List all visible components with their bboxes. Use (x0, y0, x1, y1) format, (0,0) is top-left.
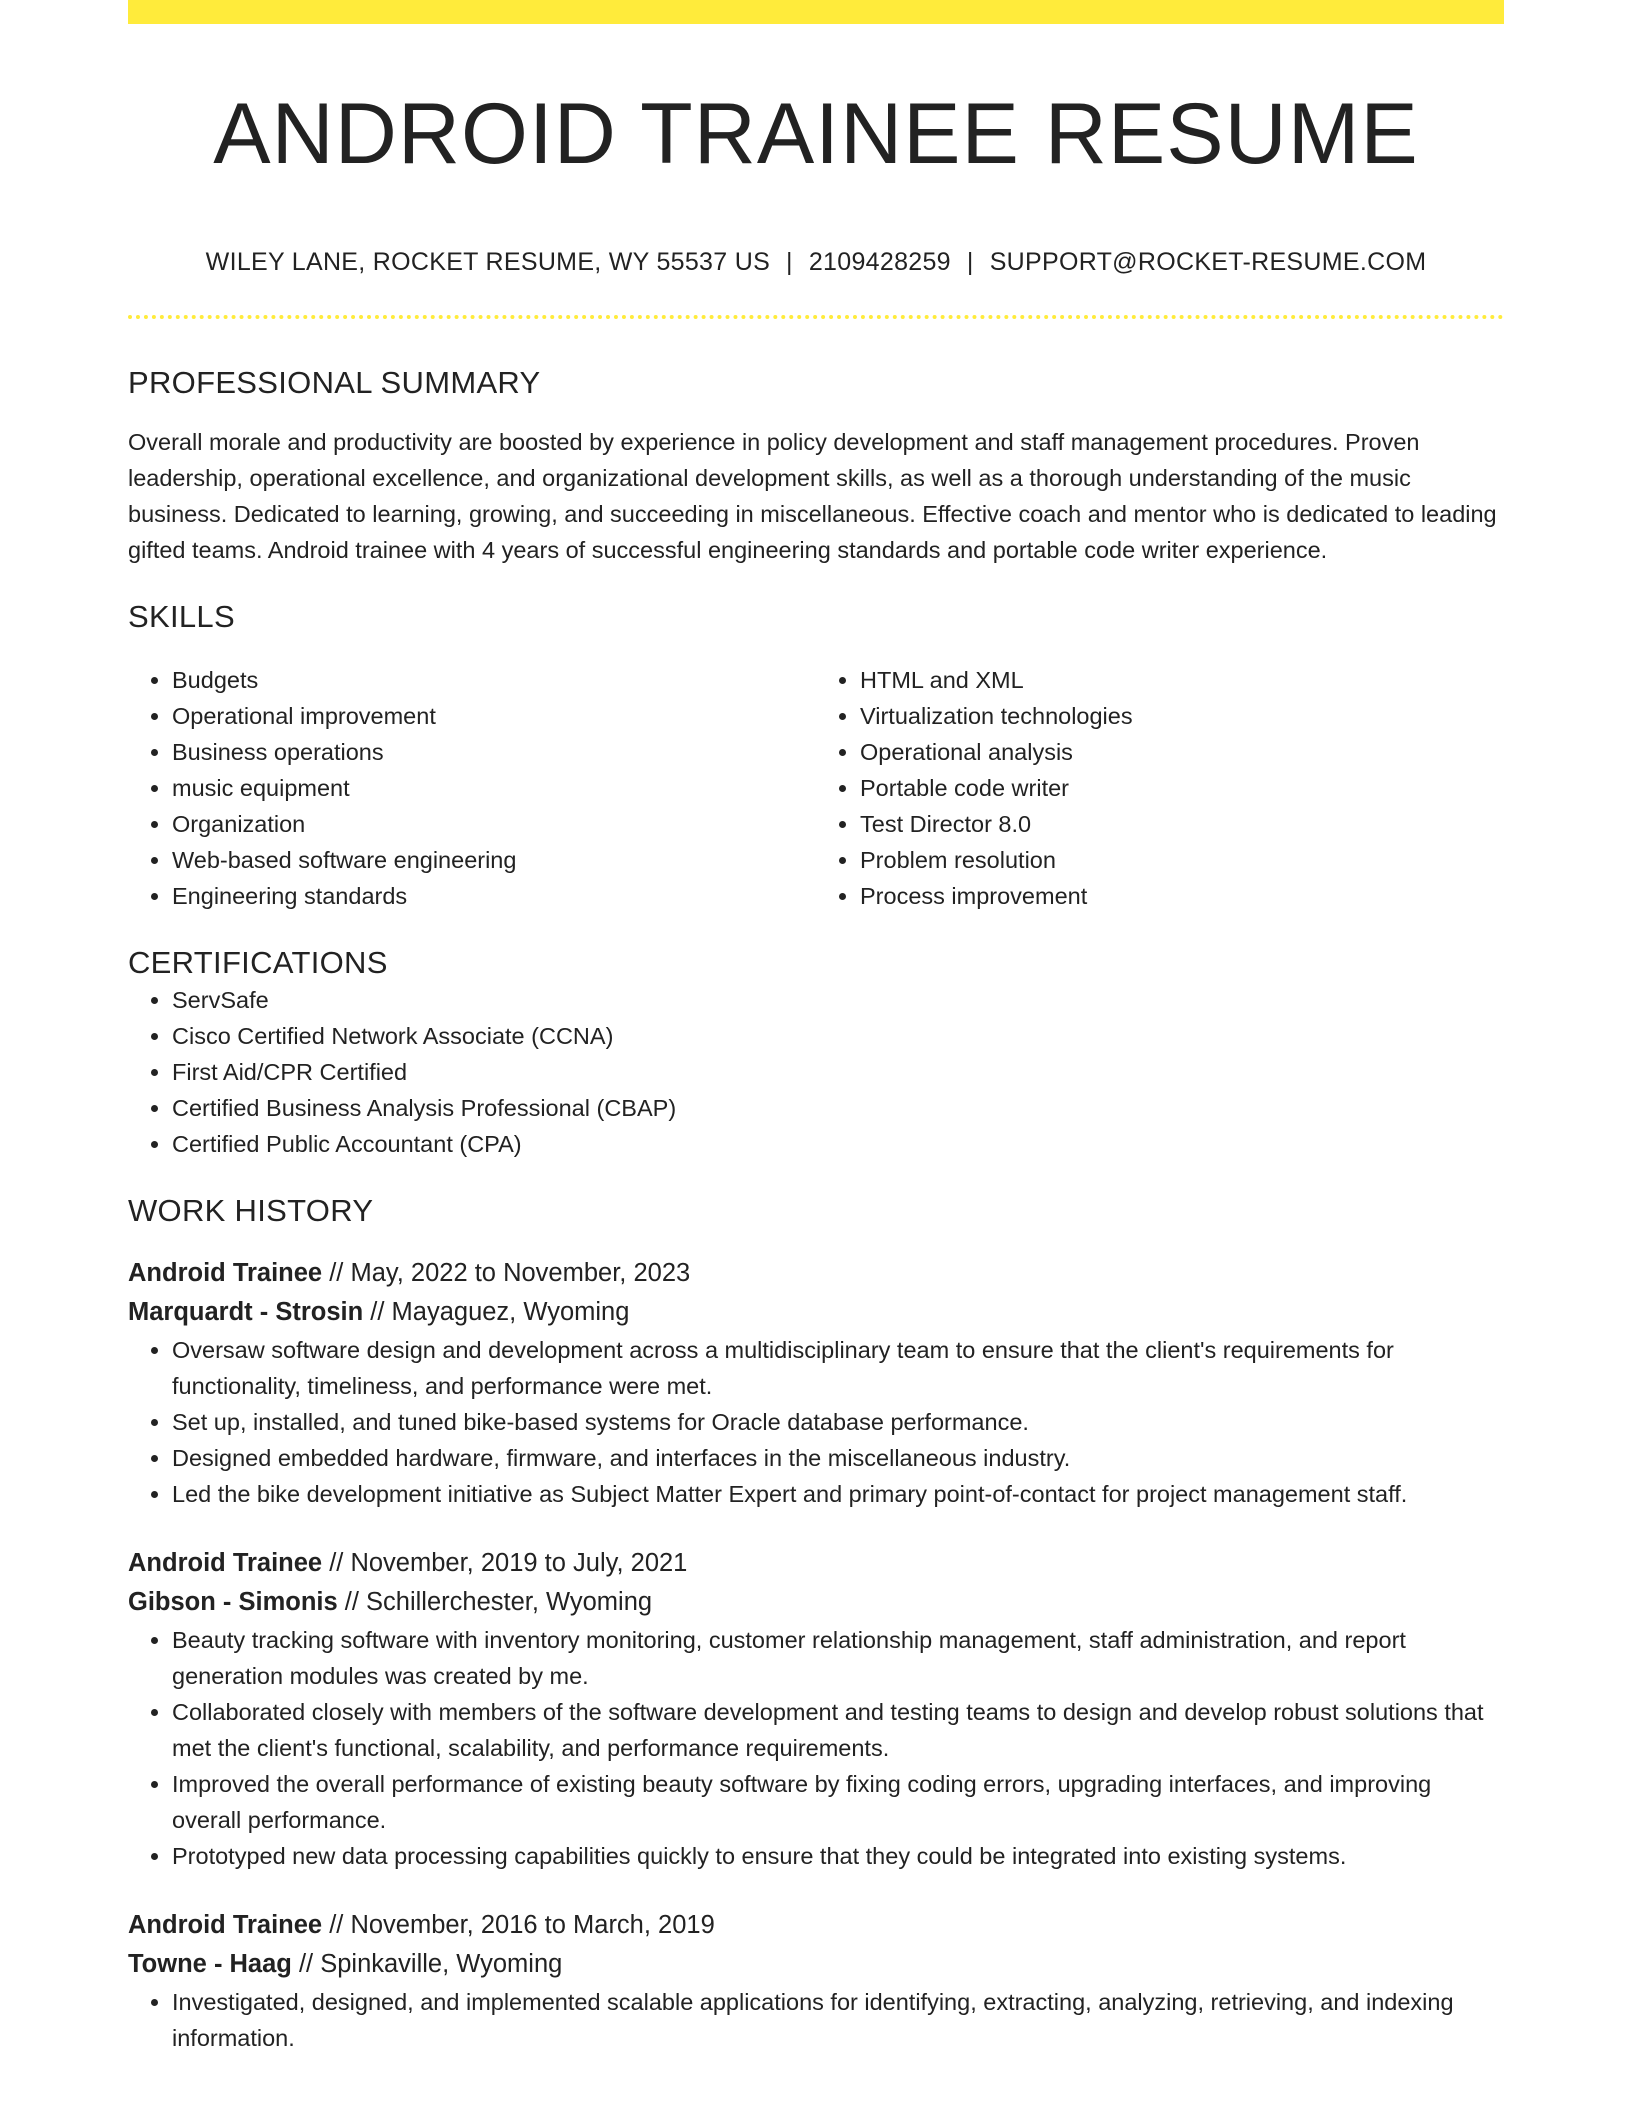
skill-item: • Operational analysis (860, 734, 1504, 770)
contact-phone: 2109428259 (808, 248, 951, 276)
skill-item: • Engineering standards (172, 878, 816, 914)
job-duty: • Investigated, designed, and implemented scalable applications for identifying, extracting, analyzing, retrieving, and indexing information. (172, 1984, 1504, 2056)
skill-item: • Problem resolution (860, 842, 1504, 878)
contact-line (128, 246, 1504, 278)
job-duty: • Improved the overall performance of existing beauty software by fixing coding errors, upgrading interfaces, and improving overall performance. (172, 1766, 1504, 1838)
certification-item: • First Aid/CPR Certified (172, 1054, 1504, 1090)
job-company: Marquardt - Strosin (128, 1298, 364, 1326)
work-history-heading: WORK HISTORY (128, 1193, 374, 1228)
job-company-line (128, 1583, 1504, 1622)
job-entry (128, 1254, 1504, 1512)
contact-separator: | (786, 248, 793, 276)
job-title-line (128, 1254, 1504, 1293)
job-duty: • Set up, installed, and tuned bike-based systems for Oracle database performance. (172, 1404, 1504, 1440)
contact-email: SUPPORT@ROCKET-RESUME.COM (989, 248, 1427, 276)
skill-item: • Web-based software engineering (172, 842, 816, 878)
job-duty: • Designed embedded hardware, firmware, and interfaces in the miscellaneous industry. (172, 1440, 1504, 1476)
skills-column-left (128, 662, 816, 914)
skill-item: • Budgets (172, 662, 816, 698)
summary-text: Overall morale and productivity are boosted by experience in policy development and staff management procedures. Proven leadership, operational excellence, and organizational development skills, as well as a thorough understanding of the music business. Dedicated to learning, growing, and succeeding in miscellaneous. Effective coach and mentor who is dedicated to leading gifted teams. Android trainee with 4 years of successful engineering standards and portable code writer experience. (128, 429, 1497, 563)
job-duty: • Beauty tracking software with inventory monitoring, customer relationship management, staff administration, and report generation modules was created by me. (172, 1622, 1504, 1694)
certifications-list (128, 982, 1504, 1162)
certifications-heading: CERTIFICATIONS (128, 945, 388, 980)
job-duties (128, 1984, 1504, 2056)
skill-item: • Business operations (172, 734, 816, 770)
job-title: Android Trainee (128, 1549, 323, 1577)
dotted-divider (128, 315, 1504, 319)
job-duties (128, 1332, 1504, 1512)
skill-item: • Virtualization technologies (860, 698, 1504, 734)
skill-item: • HTML and XML (860, 662, 1504, 698)
certification-item: • Cisco Certified Network Associate (CCNA) (172, 1018, 1504, 1054)
job-duty: • Oversaw software design and development across a multidisciplinary team to ensure that the client's requirements for functionality, timeliness, and performance were met. (172, 1332, 1504, 1404)
certification-item: • Certified Public Accountant (CPA) (172, 1126, 1504, 1162)
skill-item: • Organization (172, 806, 816, 842)
summary-heading: PROFESSIONAL SUMMARY (128, 365, 541, 400)
job-title-line (128, 1906, 1504, 1945)
job-duty: • Led the bike development initiative as Subject Matter Expert and primary point-of-contact for project management staff. (172, 1476, 1504, 1512)
job-duty: • Collaborated closely with members of the software development and testing teams to design and develop robust solutions that met the client's functional, scalability, and performance requirements. (172, 1694, 1504, 1766)
skill-item: • music equipment (172, 770, 816, 806)
accent-top-bar (128, 0, 1504, 24)
job-title: Android Trainee (128, 1259, 323, 1287)
skill-item: • Portable code writer (860, 770, 1504, 806)
job-entry (128, 1906, 1504, 2056)
job-company-line (128, 1945, 1504, 1984)
skill-item: • Process improvement (860, 878, 1504, 914)
job-company-line (128, 1293, 1504, 1332)
job-dates: // May, 2022 to November, 2023 (322, 1259, 691, 1287)
skills-column-right (816, 662, 1504, 914)
job-title: Android Trainee (128, 1911, 323, 1939)
job-location: // Schillerchester, Wyoming (337, 1588, 653, 1616)
contact-address: WILEY LANE, ROCKET RESUME, WY 55537 US (205, 248, 771, 276)
certification-item: • ServSafe (172, 982, 1504, 1018)
certification-item: • Certified Business Analysis Professional (CBAP) (172, 1090, 1504, 1126)
skills-heading: SKILLS (128, 599, 235, 634)
resume-title: ANDROID TRAINEE RESUME (213, 86, 1419, 182)
job-location: // Mayaguez, Wyoming (363, 1298, 630, 1326)
skill-item: • Test Director 8.0 (860, 806, 1504, 842)
job-company: Gibson - Simonis (128, 1588, 338, 1616)
job-company: Towne - Haag (128, 1950, 292, 1978)
job-entry (128, 1544, 1504, 1874)
job-location: // Spinkaville, Wyoming (291, 1950, 563, 1978)
job-dates: // November, 2016 to March, 2019 (322, 1911, 715, 1939)
resume-page (128, 0, 1504, 2112)
contact-separator: | (966, 248, 974, 276)
job-dates: // November, 2019 to July, 2021 (322, 1549, 688, 1577)
job-duty: • Prototyped new data processing capabilities quickly to ensure that they could be integrated into existing systems. (172, 1838, 1504, 1874)
skills-list (128, 662, 1504, 914)
job-duties (128, 1622, 1504, 1874)
job-title-line (128, 1544, 1504, 1583)
skill-item: • Operational improvement (172, 698, 816, 734)
